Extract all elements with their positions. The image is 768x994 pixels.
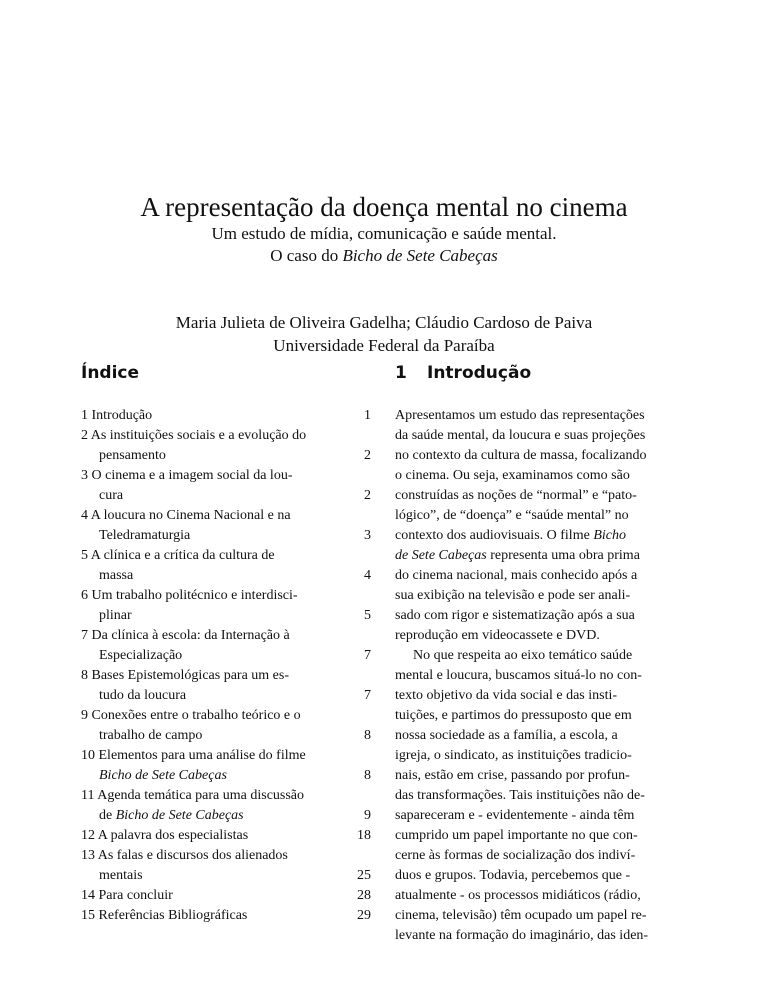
body-line: atualmente - os processos midiáticos (rádio, <box>395 888 641 903</box>
toc-entry[interactable] <box>81 426 371 466</box>
section-body <box>395 406 688 946</box>
toc-entry[interactable] <box>81 846 371 886</box>
toc-page-number: 7 <box>364 688 371 703</box>
toc-page-number: 25 <box>357 868 371 883</box>
subtitle-line: Um estudo de mídia, comunicação e saúde mental. <box>211 224 557 243</box>
toc-entry-text: 3 O cinema e a imagem social da lou- <box>81 468 293 483</box>
body-line: construídas as noções de “normal” e “pato- <box>395 488 637 503</box>
toc-entry-text: 7 Da clínica à escola: da Internação à <box>81 628 290 643</box>
toc-entry[interactable] <box>81 546 371 586</box>
introduction-section <box>395 360 688 946</box>
toc-entry-text: 11 Agenda temática para uma discussão <box>81 788 305 803</box>
film-title: Bicho de Sete Cabeças <box>99 768 227 783</box>
film-title: Bicho de Sete Cabeças <box>342 246 498 265</box>
toc-entry[interactable] <box>81 626 371 666</box>
body-line: reprodução em videocassete e DVD. <box>395 628 600 643</box>
toc-entry-text: 9 Conexões entre o trabalho teórico e o <box>81 708 301 723</box>
toc-page-number: 8 <box>364 768 371 783</box>
paper-subtitle <box>0 223 768 267</box>
toc-entry-text: de Bicho de Sete Cabeças <box>99 808 244 823</box>
toc-entry-text: 10 Elementos para uma análise do filme <box>81 748 306 763</box>
table-of-contents <box>81 360 371 926</box>
index-heading: Índice <box>81 363 140 383</box>
toc-entry-text <box>81 766 371 786</box>
toc-page-number: 7 <box>364 648 371 663</box>
toc-entry[interactable] <box>81 466 371 506</box>
body-line: nossa sociedade as a família, a escola, a <box>395 728 618 743</box>
film-title: de Sete Cabeças <box>395 548 487 563</box>
toc-entry-text: pensamento <box>99 448 166 463</box>
toc-page-number: 8 <box>364 728 371 743</box>
toc-page-number: 3 <box>364 528 371 543</box>
toc-entry[interactable] <box>81 906 371 926</box>
section-number: 1 <box>395 363 407 383</box>
body-line: duos e grupos. Todavia, percebemos que - <box>395 868 631 883</box>
body-line: no contexto da cultura de massa, focalizando <box>395 448 647 463</box>
body-line: o cinema. Ou seja, examinamos como são <box>395 468 630 483</box>
toc-page-number: 9 <box>364 808 371 823</box>
author-names: Maria Julieta de Oliveira Gadelha; Cláudio Cardoso de Paiva <box>175 313 593 332</box>
toc-page-number: 1 <box>364 408 371 423</box>
toc-page-number: 4 <box>364 568 371 583</box>
body-line: No que respeita ao eixo temático saúde <box>413 648 633 663</box>
body-line: lógico”, de “doença” e “saúde mental” no <box>395 508 629 523</box>
toc-entry[interactable] <box>81 666 371 706</box>
body-line: sua exibição na televisão e pode ser anali- <box>395 588 631 603</box>
subtitle-line <box>0 245 768 267</box>
toc-entry-text: 4 A loucura no Cinema Nacional e na <box>81 508 291 523</box>
toc-entry-text: 1 Introdução <box>81 408 153 423</box>
toc-entry-text: 12 A palavra dos especialistas <box>81 828 249 843</box>
toc-entry-text: plinar <box>99 608 132 623</box>
body-line: tuições, e partimos do pressuposto que em <box>395 708 632 723</box>
film-title: Bicho <box>593 528 626 543</box>
body-line: texto objetivo da vida social e das insti- <box>395 688 618 703</box>
toc-entry-text: cura <box>99 488 124 503</box>
toc-page-number: 29 <box>357 908 371 923</box>
toc-entry-text: mentais <box>99 868 143 883</box>
toc-list <box>81 406 371 926</box>
body-line: contexto dos audiovisuais. O filme Bicho <box>395 528 626 543</box>
subtitle-prefix: O caso do <box>270 246 343 265</box>
toc-entry[interactable] <box>81 786 371 826</box>
body-line: mental e loucura, buscamos situá-lo no con- <box>395 668 642 683</box>
body-line: da saúde mental, da loucura e suas projeções <box>395 428 646 443</box>
film-title: Bicho de Sete Cabeças <box>115 808 244 823</box>
body-line: sado com rigor e sistematização após a sua <box>395 608 635 623</box>
body-line: Apresentamos um estudo das representações <box>395 408 645 423</box>
author-block <box>0 312 768 358</box>
body-line: de Sete Cabeças representa uma obra prima <box>395 548 640 563</box>
toc-entry-text: 5 A clínica e a crítica da cultura de <box>81 548 275 563</box>
paper-title: A representação da doença mental no cinema <box>140 192 628 222</box>
toc-entry-text: 8 Bases Epistemológicas para um es- <box>81 668 290 683</box>
toc-entry[interactable] <box>81 706 371 746</box>
toc-page-number: 5 <box>364 608 371 623</box>
body-line: sapareceram e - evidentemente - ainda têm <box>395 808 635 823</box>
body-line: das transformações. Tais instituições não de- <box>395 788 645 803</box>
toc-entry[interactable] <box>81 506 371 546</box>
toc-entry-text: massa <box>99 568 134 583</box>
toc-page-number: 28 <box>357 888 371 903</box>
body-line: nais, estão em crise, passando por profun- <box>395 768 630 783</box>
toc-entry[interactable] <box>81 826 371 846</box>
toc-entry[interactable] <box>81 406 371 426</box>
body-line: levante na formação do imaginário, das iden- <box>395 928 649 943</box>
toc-entry[interactable] <box>81 886 371 906</box>
body-line: cerne às formas de socialização dos indiví- <box>395 848 636 863</box>
toc-entry-text: Teledramaturgia <box>99 528 191 543</box>
toc-entry-text: Especialização <box>99 648 183 663</box>
body-line: do cinema nacional, mais conhecido após a <box>395 568 638 583</box>
body-line: cinema, televisão) têm ocupado um papel re- <box>395 908 647 923</box>
toc-entry-text: 13 As falas e discursos dos alienados <box>81 848 288 863</box>
toc-entry[interactable] <box>81 586 371 626</box>
toc-page-number: 2 <box>364 448 371 463</box>
body-line: igreja, o sindicato, as instituições tradicio- <box>395 748 632 763</box>
toc-entry-text: tudo da loucura <box>99 688 187 703</box>
toc-page-number: 18 <box>357 828 371 843</box>
toc-entry-text: 14 Para concluir <box>81 888 173 903</box>
toc-entry-text: 15 Referências Bibliográficas <box>81 908 248 923</box>
section-title: Introdução <box>427 363 532 383</box>
body-line: cumprido um papel importante no que con- <box>395 828 638 843</box>
toc-entry-text: trabalho de campo <box>99 728 203 743</box>
affiliation: Universidade Federal da Paraíba <box>273 336 495 355</box>
toc-entry[interactable] <box>81 746 371 786</box>
section-heading <box>395 361 688 385</box>
toc-page-number: 2 <box>364 488 371 503</box>
toc-entry-text: 6 Um trabalho politécnico e interdisci- <box>81 588 298 603</box>
toc-entry-text: 2 As instituições sociais e a evolução do <box>81 428 307 443</box>
